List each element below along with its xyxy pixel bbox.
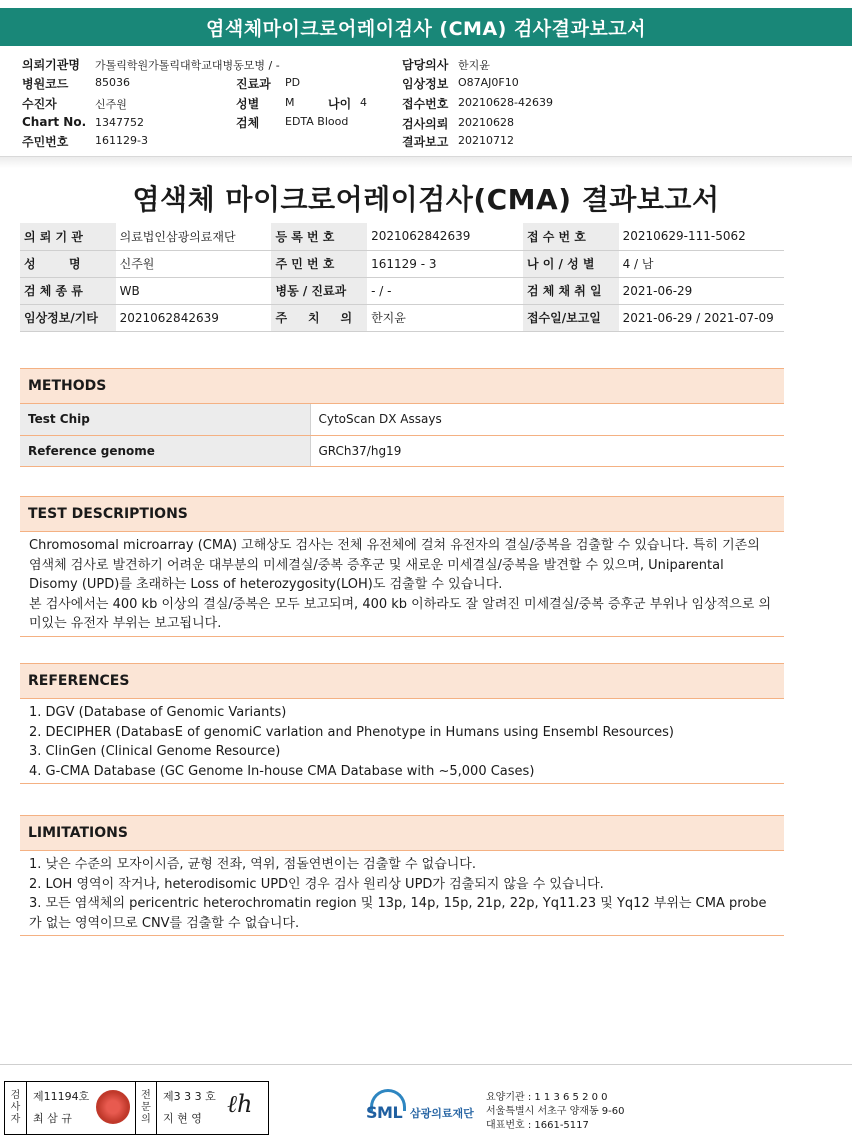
limitations-section: [20, 815, 784, 936]
info-value: 2021062842639: [367, 223, 523, 250]
references-section: [20, 663, 784, 784]
doctor-value: 한지윤: [458, 59, 490, 72]
info-label: 병동 / 진료과: [271, 277, 367, 304]
description-paragraph: 본 검사에서는 400 kb 이상의 결실/중복은 모두 보고되며, 400 kb 이하라도 잘 알려진 미세결실/중복 증후군 부위나 임상적으로 의미있는 유전자 부위는 보고됩니다.: [29, 596, 771, 631]
info-label: 검 체 채 취 일: [523, 277, 619, 304]
method-value: GRCh37/hg19: [310, 435, 784, 466]
doctor-label: 담당의사: [402, 58, 449, 72]
descriptions-section: [20, 496, 784, 637]
method-value: CytoScan DX Assays: [310, 404, 784, 435]
list-item: 1. 낮은 수준의 모자이시즘, 균형 전좌, 역위, 점돌연변이는 검출할 수 없습니다.: [29, 857, 476, 872]
table-row: [20, 404, 784, 435]
vlabel-char: 문: [141, 1102, 151, 1113]
chart-label: Chart No.: [22, 115, 87, 129]
specimen-value: EDTA Blood: [285, 115, 349, 128]
info-value: - / -: [367, 277, 523, 304]
info-label: 등 록 번 호: [271, 223, 367, 250]
tester-name: 최 삼 규: [33, 1112, 72, 1125]
table-row: [20, 435, 784, 466]
vlabel-char: 검: [10, 1090, 21, 1101]
resid-value: 161129-3: [95, 134, 148, 147]
sex-label: 성별: [236, 97, 260, 111]
age-label: 나이: [328, 97, 352, 111]
info-value: 2021-06-29: [619, 277, 784, 304]
methods-table: [20, 404, 784, 467]
hospcode-label: 병원코드: [22, 77, 69, 91]
info-label: 성 명: [20, 250, 116, 277]
address-line: 서울특별시 서초구 양재동 9-60: [486, 1106, 625, 1117]
info-value: 신주원: [116, 250, 272, 277]
info-label: 의 뢰 기 관: [20, 223, 116, 250]
method-label: Reference genome: [20, 435, 310, 466]
info-value: 의료법인삼광의료재단: [116, 223, 272, 250]
org-address: [486, 1091, 625, 1133]
list-item: 2. LOH 영역이 작거나, heterodisomic UPD인 경우 검사 원리상 UPD가 검출되지 않을 수 있습니다.: [29, 876, 604, 892]
footer: [0, 1064, 852, 1145]
tester-license: 제11194호: [33, 1090, 90, 1103]
descriptions-heading: TEST DESCRIPTIONS: [20, 496, 784, 532]
info-value: 한지윤: [367, 304, 523, 331]
signature-icon: ℓh: [227, 1090, 253, 1118]
list-item: 1. DGV (Database of Genomic Variants): [29, 705, 287, 720]
logo-text: SML: [366, 1103, 403, 1122]
clinical-value: O87AJ0F10: [458, 76, 519, 89]
specialist-license: 제3 3 3 호: [163, 1090, 216, 1103]
receiver-value: 신주원: [95, 98, 127, 111]
info-value: 161129 - 3: [367, 250, 523, 277]
org-name: 삼광의료재단: [410, 1107, 474, 1120]
info-value: 4 / 남: [619, 250, 784, 277]
info-label: 나 이 / 성 별: [523, 250, 619, 277]
list-item: 2. DECIPHER (DatabasE of genomiC varIation and Phenotype in Humans using Ensembl Resources): [29, 724, 674, 740]
list-item: 3. 모든 염색체의 pericentric heterochromatin region 및 13p, 14p, 15p, 21p, 22p, Yq11.23 및 Yq12 부위는 CMA probe가 없는 영역이므로 CNV를 검출할 수 없습니다.: [29, 896, 767, 931]
sml-logo-icon: [366, 1089, 410, 1129]
requester-label: 의뢰기관명: [22, 58, 80, 72]
limitations-heading: LIMITATIONS: [20, 815, 784, 851]
resid-label: 주민번호: [22, 135, 69, 149]
methods-section: [20, 368, 784, 467]
seal-icon: [96, 1090, 130, 1124]
vlabel-char: 전: [141, 1090, 151, 1101]
hospcode-value: 85036: [95, 76, 130, 89]
info-label: 주 치 의: [271, 304, 367, 331]
vlabel-char: 자: [10, 1114, 21, 1125]
tester-vertical-label: [5, 1082, 27, 1134]
references-body: [20, 699, 784, 784]
table-row: [20, 223, 784, 250]
address-line: 요양기관 : 1 1 3 6 5 2 0 0: [486, 1092, 608, 1103]
sex-value: M: [285, 96, 295, 109]
signature-box: [4, 1081, 269, 1135]
accession-value: 20210628-42639: [458, 96, 553, 109]
receiver-label: 수진자: [22, 97, 57, 111]
info-label: 검 체 종 류: [20, 277, 116, 304]
report-label: 결과보고: [402, 135, 449, 149]
report-title: 염색체 마이크로어레이검사(CMA) 결과보고서: [132, 183, 720, 216]
limitations-body: [20, 851, 784, 936]
top-banner: 염색체마이크로어레이검사 (CMA) 검사결과보고서: [0, 8, 852, 46]
header-separator: [0, 156, 852, 168]
info-value: 2021062842639: [116, 304, 272, 331]
address-line: 대표번호 : 1661-5117: [486, 1120, 589, 1131]
method-label: Test Chip: [20, 404, 310, 435]
methods-heading: METHODS: [20, 368, 784, 404]
info-table: [20, 223, 784, 332]
description-paragraph: Chromosomal microarray (CMA) 고해상도 검사는 전체 유전체에 걸쳐 유전자의 결실/중복을 검출할 수 있습니다. 특히 기존의 염색체 검사로 발견하기 어려운 대부분의 미세결실/중복 증후군 및 새로운 미세결실/중복을 발견할 수 있으며, Uniparental Disomy (UPD)를 초래하는 Loss of heterozygosity(LOH)도 검출할 수 있습니다.: [29, 538, 760, 592]
specialist-vertical-label: [135, 1082, 157, 1134]
requester-value: 가톨릭학원가톨릭대학교대병동모병 / -: [95, 59, 280, 72]
references-heading: REFERENCES: [20, 663, 784, 699]
testreq-value: 20210628: [458, 116, 514, 129]
descriptions-body: [20, 532, 784, 637]
dept-value: PD: [285, 76, 301, 89]
chart-value: 1347752: [95, 116, 144, 129]
info-value: WB: [116, 277, 272, 304]
vlabel-char: 의: [141, 1114, 151, 1125]
accession-label: 접수번호: [402, 97, 449, 111]
list-item: 3. ClinGen (Clinical Genome Resource): [29, 744, 281, 759]
info-label: 접 수 번 호: [523, 223, 619, 250]
testreq-label: 검사의뢰: [402, 117, 449, 131]
patient-header: [0, 56, 852, 156]
info-value: 20210629-111-5062: [619, 223, 784, 250]
table-row: [20, 304, 784, 331]
info-label: 접수일/보고일: [523, 304, 619, 331]
list-item: 4. G-CMA Database (GC Genome In-house CMA Database with ~5,000 Cases): [29, 763, 535, 779]
info-label: 임상정보/기타: [20, 304, 116, 331]
info-label: 주 민 번 호: [271, 250, 367, 277]
age-value: 4: [360, 96, 367, 109]
vlabel-char: 사: [10, 1102, 21, 1113]
info-value: 2021-06-29 / 2021-07-09: [619, 304, 784, 331]
table-row: [20, 250, 784, 277]
report-value: 20210712: [458, 134, 514, 147]
dept-label: 진료과: [236, 77, 271, 91]
specimen-label: 검체: [236, 116, 260, 130]
clinical-label: 임상정보: [402, 77, 449, 91]
table-row: [20, 277, 784, 304]
specialist-name: 지 현 영: [163, 1112, 202, 1125]
